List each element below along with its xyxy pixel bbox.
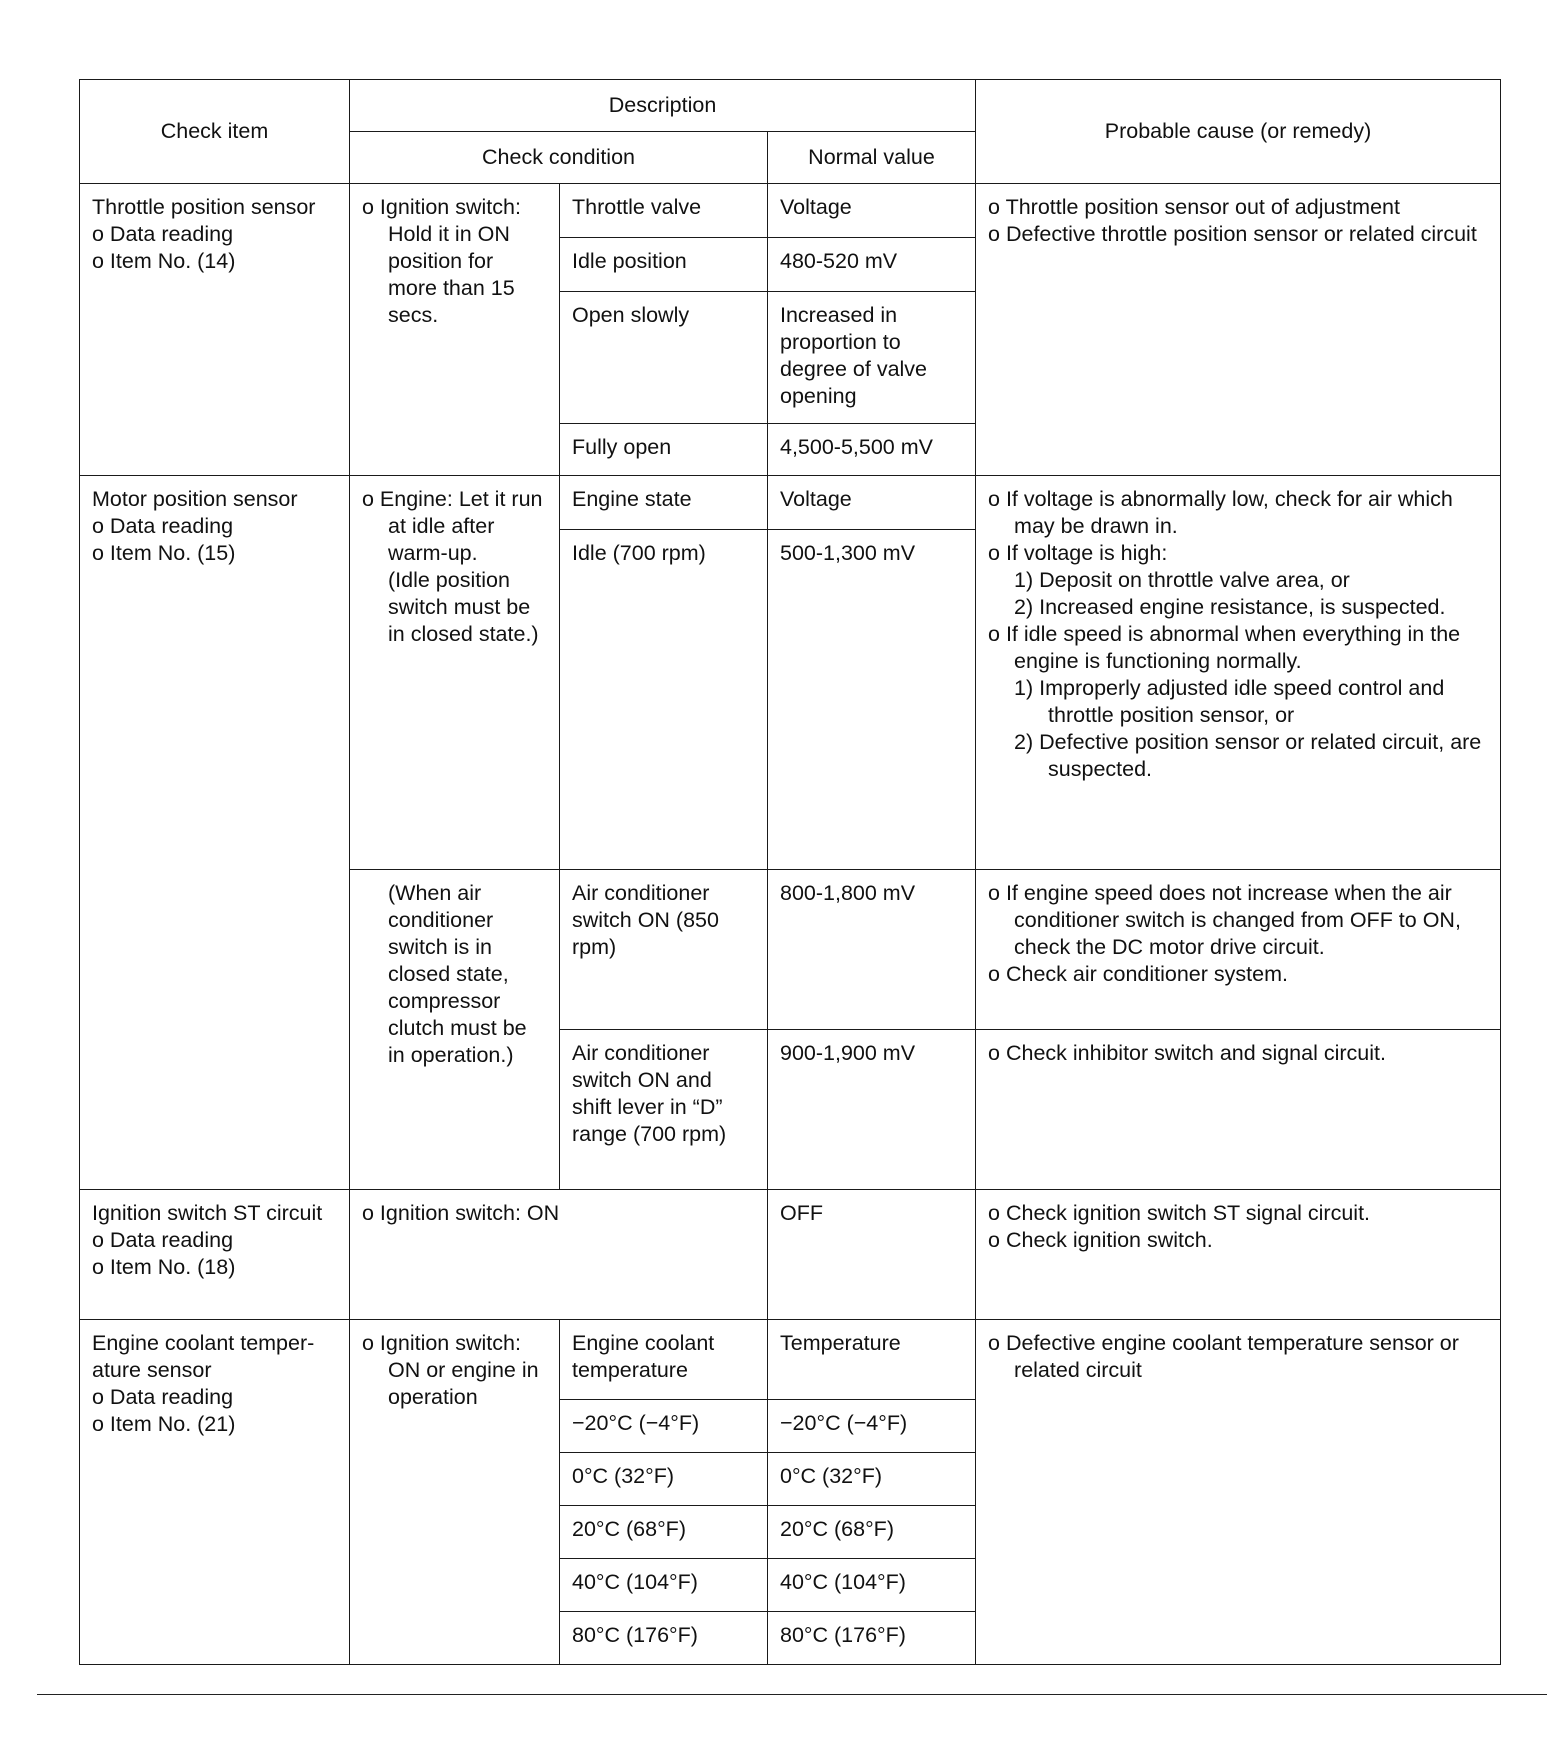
ign-value: OFF (768, 1190, 976, 1320)
mps-value-ac-d: 900-1,900 mV (768, 1030, 976, 1190)
mps-condition-ac: (When air conditioner switch is in closed state, compressor clutch must be in operation.) (350, 870, 560, 1190)
tps-subheader-throttle: Throttle valve (560, 184, 768, 238)
ect-value-minus20: −20°C (−4°F) (768, 1400, 976, 1453)
header-check-condition: Check condition (350, 132, 768, 184)
mps-cause-ac: o If engine speed does not increase when the air conditioner switch is changed from OFF to ON, check the DC motor drive circuit. o Check air conditioner system. (976, 870, 1501, 1030)
header-probable-cause: Probable cause (or remedy) (976, 80, 1501, 184)
mps-cause-ac-d: o Check inhibitor switch and signal circuit. (976, 1030, 1501, 1190)
ect-value-0: 0°C (32°F) (768, 1453, 976, 1506)
ect-cause: o Defective engine coolant temperature sensor or related circuit (976, 1320, 1501, 1665)
tps-value-fully-open: 4,500-5,500 mV (768, 424, 976, 476)
ect-subheader-coolant: Engine coolant temperature (560, 1320, 768, 1400)
ect-state-40: 40°C (104°F) (560, 1559, 768, 1612)
mps-check-item: Motor position sensor o Data reading o Item No. (15) (80, 476, 350, 1190)
diagnostic-table (79, 79, 1501, 1665)
tps-state-fully-open: Fully open (560, 424, 768, 476)
tps-state-idle: Idle position (560, 238, 768, 292)
ect-state-0: 0°C (32°F) (560, 1453, 768, 1506)
tps-value-idle: 480-520 mV (768, 238, 976, 292)
ect-value-40: 40°C (104°F) (768, 1559, 976, 1612)
ect-value-80: 80°C (176°F) (768, 1612, 976, 1665)
tps-subheader-voltage: Voltage (768, 184, 976, 238)
ect-value-20: 20°C (68°F) (768, 1506, 976, 1559)
tps-condition: o Ignition switch: Hold it in ON position for more than 15 secs. (350, 184, 560, 476)
ign-condition: o Ignition switch: ON (350, 1190, 768, 1320)
mps-cause-idle: o If voltage is abnormally low, check for air which may be drawn in. o If voltage is high: 1) Deposit on throttle valve area, or 2) Increased engine resistance, is suspected. o If idle speed is abnormal when everything in the engine is functioning normally. 1) Improperly adjusted idle speed control and throttle position sensor, or 2) Defective position sensor or related circuit, are suspected. (976, 476, 1501, 870)
ect-state-minus20: −20°C (−4°F) (560, 1400, 768, 1453)
mps-state-ac: Air conditioner switch ON (850 rpm) (560, 870, 768, 1030)
mps-state-ac-d: Air conditioner switch ON and shift lever in “D” range (700 rpm) (560, 1030, 768, 1190)
tps-value-open-slowly: Increased in proportion to degree of valve opening (768, 292, 976, 424)
ect-state-20: 20°C (68°F) (560, 1506, 768, 1559)
ect-condition: o Ignition switch: ON or engine in operation (350, 1320, 560, 1665)
ect-check-item: Engine coolant temper-ature sensor o Data reading o Item No. (21) (80, 1320, 350, 1665)
tps-state-open-slowly: Open slowly (560, 292, 768, 424)
mps-condition-idle: o Engine: Let it run at idle after warm-up. (Idle position switch must be in closed state.) (350, 476, 560, 870)
header-check-item: Check item (80, 80, 350, 184)
ect-subheader-temperature: Temperature (768, 1320, 976, 1400)
ign-cause: o Check ignition switch ST signal circuit. o Check ignition switch. (976, 1190, 1501, 1320)
tps-check-item: Throttle position sensor o Data reading o Item No. (14) (80, 184, 350, 476)
ign-check-item: Ignition switch ST circuit o Data reading o Item No. (18) (80, 1190, 350, 1320)
ect-state-80: 80°C (176°F) (560, 1612, 768, 1665)
header-description: Description (350, 80, 976, 132)
mps-subheader-engine-state: Engine state (560, 476, 768, 530)
tps-cause: o Throttle position sensor out of adjustment o Defective throttle position sensor or related circuit (976, 184, 1501, 476)
mps-state-idle: Idle (700 rpm) (560, 530, 768, 870)
mps-subheader-voltage: Voltage (768, 476, 976, 530)
header-normal-value: Normal value (768, 132, 976, 184)
page-bottom-rule (37, 1694, 1547, 1695)
mps-value-ac: 800-1,800 mV (768, 870, 976, 1030)
mps-value-idle: 500-1,300 mV (768, 530, 976, 870)
